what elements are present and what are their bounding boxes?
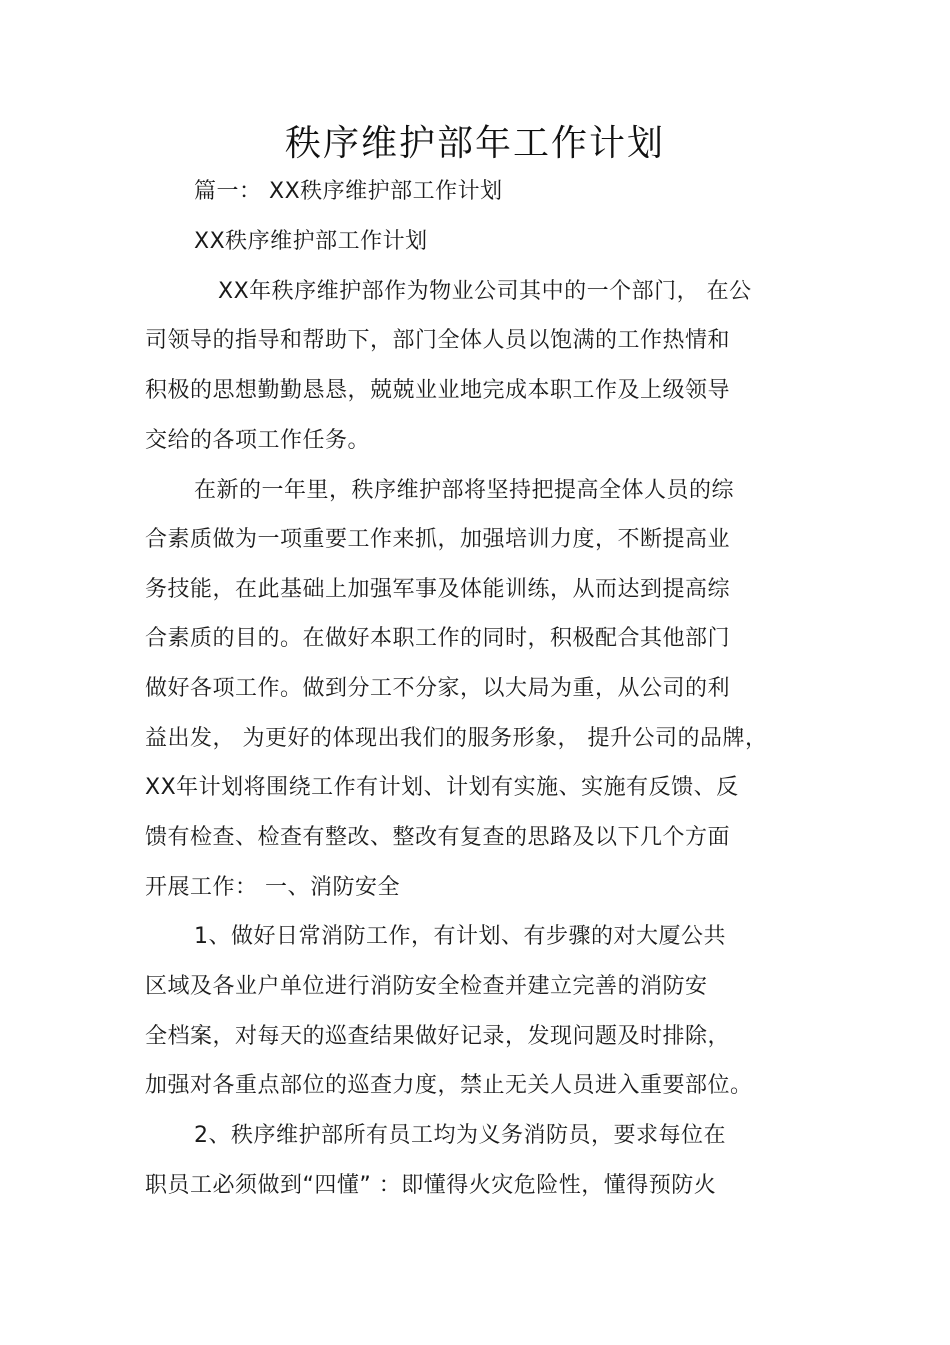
paragraph-line: 积极的思想勤勤恳恳，兢兢业业地完成本职工作及上级领导 — [145, 378, 731, 403]
paragraph-line: 合素质的目的。在做好本职工作的同时，积极配合其他部门 — [145, 626, 731, 651]
paragraph-line: XX年计划将围绕工作有计划、计划有实施、实施有反馈、反 — [145, 775, 739, 800]
paragraph-line: 在新的一年里，秩序维护部将坚持把提高全体人员的综 — [194, 478, 735, 503]
paragraph-line: 1、做好日常消防工作，有计划、有步骤的对大厦公共 — [194, 924, 726, 949]
document-title: 秩序维护部年工作计划 — [284, 123, 665, 164]
paragraph-line: 司领导的指导和帮助下，部门全体人员以饱满的工作热情和 — [145, 328, 731, 353]
paragraph-line: 馈有检查、检查有整改、整改有复查的思路及以下几个方面 — [145, 825, 731, 850]
subheading: XX秩序维护部工作计划 — [194, 229, 428, 254]
paragraph-line: 加强对各重点部位的巡查力度，禁止无关人员进入重要部位。 — [145, 1073, 753, 1098]
paragraph-line: 做好各项工作。做到分工不分家，以大局为重，从公司的利 — [145, 676, 731, 701]
paragraph-line: 开展工作： 一、消防安全 — [145, 875, 400, 900]
paragraph-line: 全档案，对每天的巡查结果做好记录，发现问题及时排除， — [145, 1024, 731, 1049]
paragraph-line: 职员工必须做到“四懂” ：即懂得火灾危险性，懂得预防火 — [145, 1173, 717, 1198]
paragraph-line: 2、秩序维护部所有员工均为义务消防员，要求每位在 — [194, 1123, 726, 1148]
paragraph-line: 交给的各项工作任务。 — [145, 428, 371, 453]
paragraph-line: 益出发， 为更好的体现出我们的服务形象， 提升公司的品牌， — [145, 726, 768, 751]
paragraph-line: 合素质做为一项重要工作来抓，加强培训力度，不断提高业 — [145, 527, 731, 552]
paragraph-line: XX年秩序维护部作为物业公司其中的一个部门， 在公 — [218, 279, 752, 304]
paragraph-line: 区域及各业户单位进行消防安全检查并建立完善的消防安 — [145, 974, 708, 999]
paragraph-line: 务技能，在此基础上加强军事及体能训练，从而达到提高综 — [145, 577, 731, 602]
section-heading: 篇一： XX秩序维护部工作计划 — [194, 179, 503, 204]
